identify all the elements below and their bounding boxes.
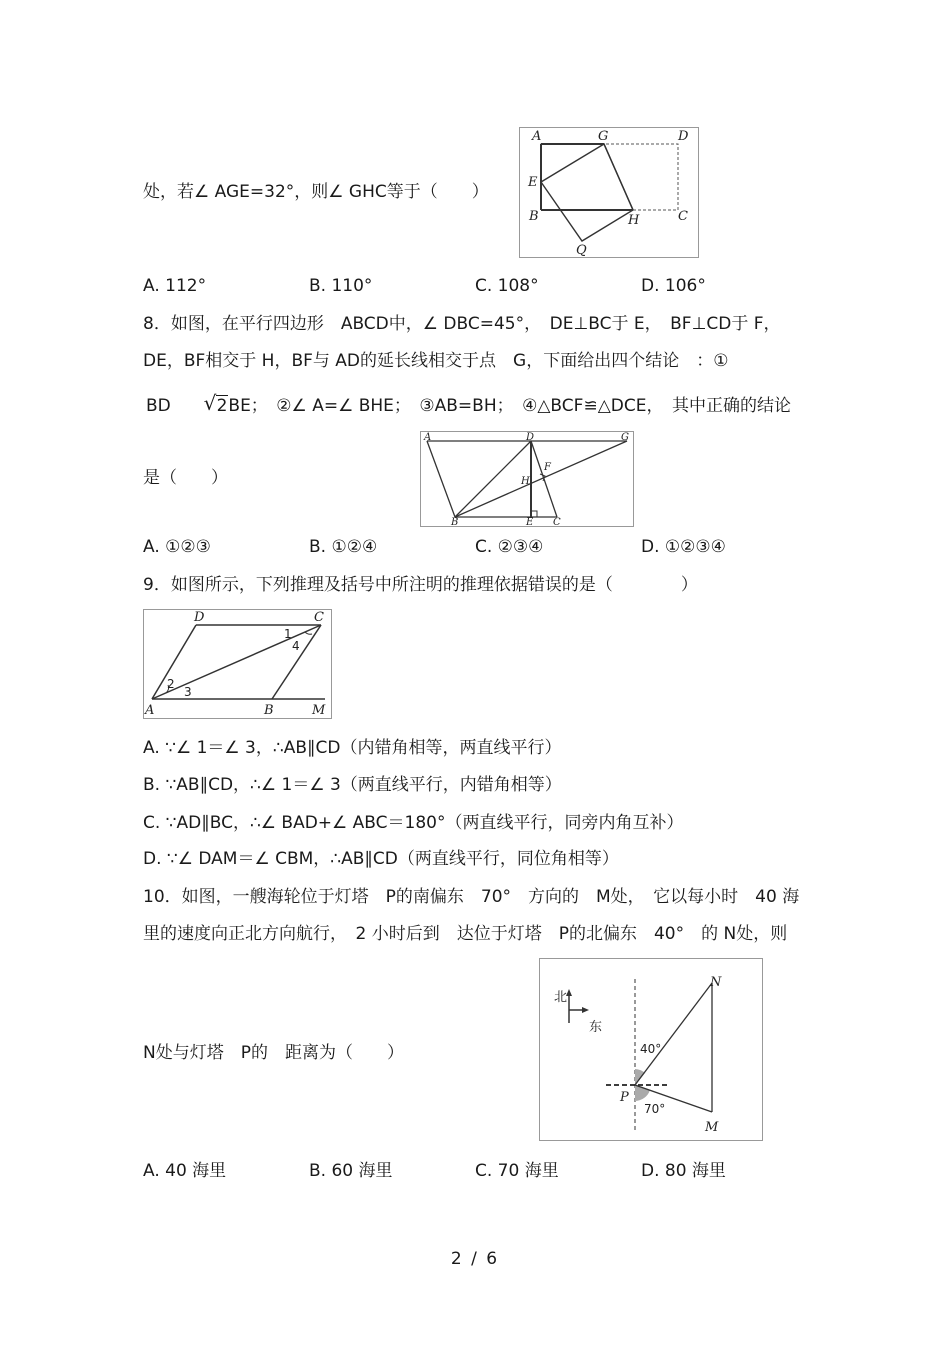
q8-stem-line2: DE，BF相交于 H，BF与 AD的延长线相交于点 G，下面给出四个结论 ：① xyxy=(143,351,729,371)
q7-label-C: C xyxy=(678,209,688,224)
q9-label-B: B xyxy=(264,703,274,718)
q7-label-G: G xyxy=(598,129,609,144)
q8-figure xyxy=(420,431,634,527)
q8-label-A: A xyxy=(424,432,432,443)
q9-option-c[interactable]: C. ∵AD∥BC，∴∠ BAD+∠ ABC＝180°（两直线平行，同旁内角互补） xyxy=(143,813,684,833)
q8-stem-line3 xyxy=(146,391,791,417)
q8-option-b[interactable]: B. ①②④ xyxy=(309,537,378,557)
q7-label-A: A xyxy=(532,129,542,144)
q8-label-E: E xyxy=(526,517,534,526)
q9-option-d[interactable]: D. ∵∠ DAM＝∠ CBM，∴AB∥CD（两直线平行，同位角相等） xyxy=(143,849,619,869)
q10-east-label: 东 xyxy=(589,1020,603,1035)
q9-stem: 9．如图所示，下列推理及括号中所注明的推理依据错误的是（ ） xyxy=(143,575,698,595)
q7-option-a[interactable]: A. 112° xyxy=(143,276,207,296)
q10-label-P: P xyxy=(620,1090,629,1105)
q8-stem-line4: 是（ ） xyxy=(143,468,228,488)
q8-label-F: F xyxy=(544,462,551,473)
q8-option-a[interactable]: A. ①②③ xyxy=(143,537,211,557)
q9-angle-1: 1 xyxy=(284,627,292,641)
q10-label-M: M xyxy=(705,1120,719,1135)
q10-angle-70: 70° xyxy=(644,1102,666,1116)
q10-figure xyxy=(539,958,763,1141)
q8-option-d[interactable]: D. ①②③④ xyxy=(641,537,726,557)
q10-angle-40: 40° xyxy=(640,1042,662,1056)
q9-option-a[interactable]: A. ∵∠ 1＝∠ 3，∴AB∥CD（内错角相等，两直线平行） xyxy=(143,738,562,758)
q9-label-A: A xyxy=(145,703,155,718)
q8-label-B: B xyxy=(451,517,459,526)
q10-stem-line3: N处与灯塔 P的 距离为（ ） xyxy=(143,1043,404,1063)
q7-label-B: B xyxy=(529,209,539,224)
q8-sqrt: √ 2 xyxy=(203,391,228,416)
q10-north-label: 北 xyxy=(554,990,568,1005)
q9-figure xyxy=(143,609,332,719)
q9-angle-3: 3 xyxy=(184,685,192,699)
q10-stem-line1: 10．如图，一艘海轮位于灯塔 P的南偏东 70° 方向的 M处， 它以每小时 40 海 xyxy=(143,887,800,907)
q9-option-b[interactable]: B. ∵AB∥CD，∴∠ 1＝∠ 3（两直线平行，内错角相等） xyxy=(143,775,562,795)
q8-option-c[interactable]: C. ②③④ xyxy=(475,537,544,557)
q7-option-c[interactable]: C. 108° xyxy=(475,276,539,296)
page-number: 2 / 6 xyxy=(450,1249,500,1269)
q7-option-d[interactable]: D. 106° xyxy=(641,276,706,296)
q8-label-H: H xyxy=(521,476,530,487)
q7-label-Q: Q xyxy=(576,243,587,257)
q8-stem-line1: 8．如图，在平行四边形 ABCD中，∠ DBC=45°， DE⊥BC于 E， BF⊥CD于 F， xyxy=(143,314,781,334)
q8-options xyxy=(143,536,823,558)
q7-stem-tail: 处，若∠ AGE=32°，则∠ GHC等于（ ） xyxy=(143,182,489,202)
q10-stem-line2: 里的速度向正北方向航行， 2 小时后到 达位于灯塔 P的北偏东 40° 的 N处，则 xyxy=(143,924,788,944)
q7-option-b[interactable]: B. 110° xyxy=(309,276,373,296)
q8-bd-text: BD xyxy=(146,396,171,416)
q7-label-H: H xyxy=(628,213,640,228)
q9-label-D: D xyxy=(194,610,205,625)
q8-label-G: G xyxy=(621,432,629,443)
q10-option-a[interactable]: A. 40 海里 xyxy=(143,1161,227,1181)
q8-sqrt-radicand: 2 xyxy=(216,396,228,416)
q9-angle-4: 4 xyxy=(292,639,300,653)
q8-label-D: D xyxy=(526,432,535,443)
q9-label-M: M xyxy=(312,703,326,718)
q7-label-E: E xyxy=(528,175,538,190)
q9-label-C: C xyxy=(314,610,324,625)
q7-options xyxy=(143,275,823,297)
q8-label-C: C xyxy=(553,517,561,526)
q10-options xyxy=(143,1160,823,1182)
q7-figure xyxy=(519,127,699,258)
q10-label-N: N xyxy=(710,975,722,990)
q7-label-D: D xyxy=(678,129,689,144)
q9-angle-2: 2 xyxy=(167,677,175,691)
q10-option-c[interactable]: C. 70 海里 xyxy=(475,1161,559,1181)
q8-conclusions: BE； ②∠ A=∠ BHE； ③AB=BH； ④△BCF≌△DCE， 其中正确的结论 xyxy=(228,396,791,416)
q10-option-d[interactable]: D. 80 海里 xyxy=(641,1161,726,1181)
q10-option-b[interactable]: B. 60 海里 xyxy=(309,1161,393,1181)
